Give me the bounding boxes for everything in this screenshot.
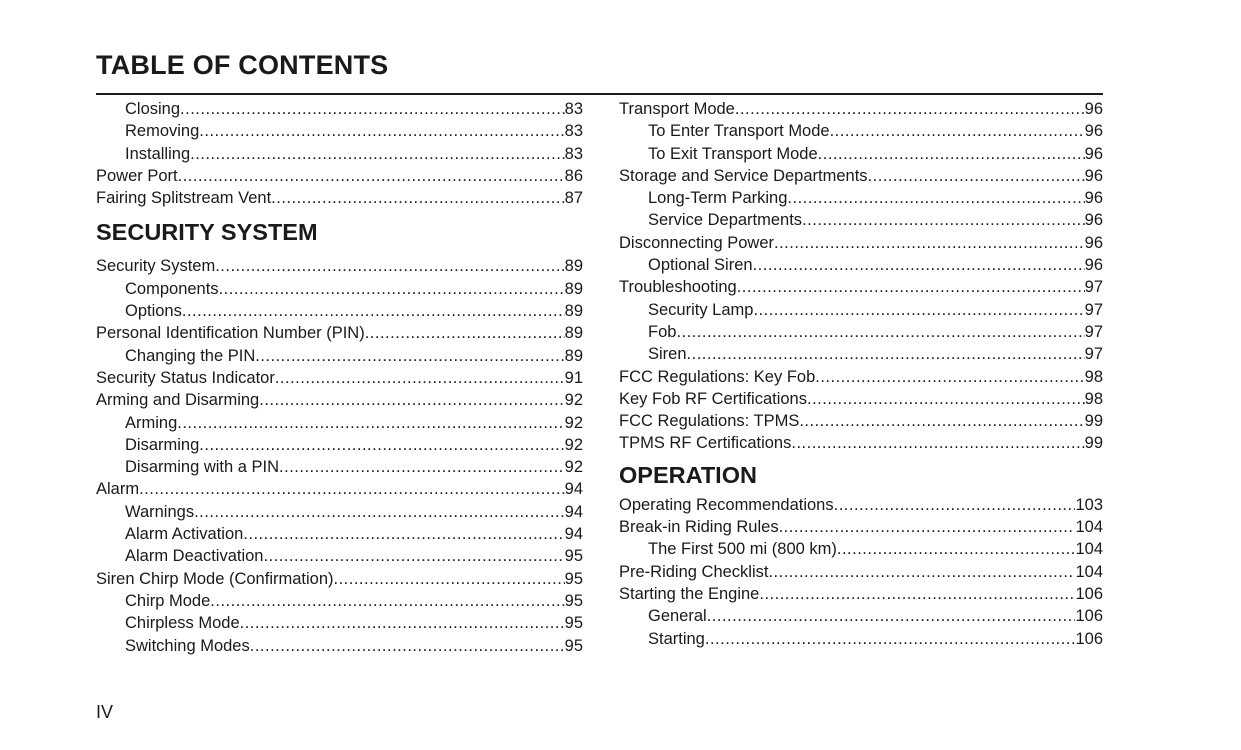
toc-entry-label: Changing the PIN (125, 346, 256, 365)
dot-leader (753, 299, 1084, 321)
toc-entry[interactable] (96, 389, 583, 411)
dot-leader (243, 523, 564, 545)
toc-entry[interactable] (96, 635, 583, 657)
toc-entry-page-number: 95 (564, 636, 583, 655)
toc-entry-label: FCC Regulations: TPMS (619, 412, 800, 431)
toc-entry-label: Switching Modes (125, 636, 250, 655)
section-heading-security-system: SECURITY SYSTEM (96, 219, 318, 246)
dot-leader (365, 322, 565, 344)
toc-entry[interactable] (96, 434, 583, 456)
toc-entry-page-number: 95 (564, 547, 583, 566)
toc-entry-page-number: 98 (1084, 367, 1103, 386)
toc-entry-label: Starting (648, 629, 705, 648)
dot-leader (705, 628, 1076, 650)
toc-entry-label: Chirpless Mode (125, 614, 240, 633)
dot-leader (271, 187, 564, 209)
toc-entry[interactable] (96, 501, 583, 523)
toc-entry[interactable] (96, 120, 583, 142)
dot-leader (753, 254, 1085, 276)
toc-entry[interactable] (619, 98, 1103, 120)
toc-entry[interactable] (96, 456, 583, 478)
toc-entry-page-number: 96 (1084, 122, 1103, 141)
dot-leader (139, 478, 565, 500)
dot-leader (190, 143, 565, 165)
toc-entry-label: Arming and Disarming (96, 391, 260, 410)
toc-entry[interactable] (619, 299, 1103, 321)
toc-entry-label: Installing (125, 144, 191, 163)
toc-entry-page-number: 104 (1075, 540, 1103, 559)
toc-entry-label: Operating Recommendations (619, 495, 834, 514)
toc-entry-page-number: 83 (564, 122, 583, 141)
toc-entry-page-number: 89 (564, 279, 583, 298)
toc-entry-label: Security System (96, 257, 216, 276)
dot-leader (868, 165, 1085, 187)
toc-entry-page-number: 89 (564, 324, 583, 343)
toc-entry-page-number: 96 (1084, 233, 1103, 252)
dot-leader (279, 456, 565, 478)
dot-leader (759, 583, 1075, 605)
dot-leader (250, 635, 565, 657)
toc-entry-page-number: 97 (1084, 322, 1103, 341)
toc-entry-page-number: 91 (564, 368, 583, 387)
toc-entry[interactable] (96, 322, 583, 344)
dot-leader (194, 501, 565, 523)
toc-entry[interactable] (96, 98, 583, 120)
dot-leader (177, 412, 564, 434)
toc-entry-label: Disconnecting Power (619, 233, 774, 252)
toc-entry-label: Alarm Activation (125, 525, 244, 544)
toc-entry-label: Alarm (96, 480, 140, 499)
toc-entry[interactable] (619, 516, 1103, 538)
toc-entry-page-number: 94 (564, 480, 583, 499)
dot-leader (210, 590, 564, 612)
toc-entry[interactable] (619, 187, 1103, 209)
toc-entry-label: Long-Term Parking (648, 189, 788, 208)
dot-leader (199, 120, 564, 142)
toc-entry[interactable] (619, 583, 1103, 605)
toc-entry-label: FCC Regulations: Key Fob (619, 367, 816, 386)
toc-entry-page-number: 97 (1084, 345, 1103, 364)
toc-entry-label: Transport Mode (619, 100, 735, 118)
toc-entry[interactable] (619, 276, 1103, 298)
toc-entry-label: Personal Identification Number (PIN) (96, 324, 365, 343)
dot-leader (818, 143, 1085, 165)
toc-entry-label: To Exit Transport Mode (648, 144, 818, 163)
toc-entry-page-number: 95 (564, 569, 583, 588)
toc-group (619, 98, 1103, 455)
toc-entry-label: Disarming (125, 435, 200, 454)
toc-group (96, 98, 583, 209)
toc-entry-page-number: 83 (564, 144, 583, 163)
toc-right-column (619, 98, 1103, 650)
toc-entry-page-number: 95 (564, 614, 583, 633)
toc-entry-page-number: 96 (1084, 189, 1103, 208)
toc-entry-page-number: 96 (1084, 100, 1103, 118)
dot-leader (834, 494, 1076, 516)
dot-leader (779, 516, 1076, 538)
dot-leader (259, 389, 564, 411)
toc-entry[interactable] (96, 568, 583, 590)
toc-entry-label: Power Port (96, 166, 178, 185)
toc-entry-label: Disarming with a PIN (125, 458, 280, 477)
dot-leader (791, 432, 1084, 454)
toc-entry-page-number: 99 (1084, 434, 1103, 453)
dot-leader (830, 120, 1085, 142)
toc-entry-page-number: 96 (1084, 144, 1103, 163)
toc-entry[interactable] (96, 187, 583, 209)
toc-entry[interactable] (96, 612, 583, 634)
toc-entry[interactable] (96, 165, 583, 187)
toc-entry-page-number: 89 (564, 346, 583, 365)
toc-entry-label: Chirp Mode (125, 591, 211, 610)
dot-leader (687, 343, 1085, 365)
toc-entry-label: Storage and Service Departments (619, 166, 868, 185)
toc-entry[interactable] (619, 321, 1103, 343)
toc-entry[interactable] (619, 209, 1103, 231)
dot-leader (180, 98, 565, 120)
title-divider (96, 93, 1103, 95)
toc-entry[interactable] (619, 232, 1103, 254)
page-number: IV (96, 702, 114, 722)
dot-leader (707, 605, 1076, 627)
toc-entry-label: TPMS RF Certifications (619, 434, 792, 453)
dot-leader (215, 255, 564, 277)
toc-entry-page-number: 106 (1075, 629, 1103, 648)
toc-entry-page-number: 86 (564, 166, 583, 185)
toc-entry-label: Siren (648, 345, 687, 364)
toc-entry-page-number: 99 (1084, 412, 1103, 431)
toc-entry[interactable] (619, 538, 1103, 560)
toc-entry-page-number: 103 (1075, 495, 1103, 514)
toc-entry-label: Options (125, 302, 182, 321)
dot-leader (275, 367, 565, 389)
toc-entry[interactable] (96, 590, 583, 612)
toc-entry[interactable] (96, 255, 583, 277)
toc-entry-page-number: 92 (564, 413, 583, 432)
toc-entry-page-number: 87 (564, 189, 583, 208)
toc-entry-label: General (648, 607, 707, 626)
toc-entry[interactable] (96, 523, 583, 545)
toc-entry-page-number: 92 (564, 391, 583, 410)
toc-entry-page-number: 106 (1075, 584, 1103, 603)
dot-leader (774, 232, 1085, 254)
toc-entry-label: The First 500 mi (800 km) (648, 540, 837, 559)
section-heading-operation: OPERATION (619, 461, 757, 488)
dot-leader (807, 388, 1085, 410)
toc-entry-page-number: 104 (1075, 562, 1103, 581)
toc-entry-page-number: 96 (1084, 256, 1103, 275)
toc-entry-label: Arming (125, 413, 178, 432)
dot-leader (768, 561, 1075, 583)
dot-leader (255, 345, 564, 367)
toc-entry[interactable] (96, 478, 583, 500)
toc-entry[interactable] (619, 165, 1103, 187)
toc-entry-page-number: 89 (564, 302, 583, 321)
dot-leader (802, 209, 1085, 231)
toc-entry-page-number: 94 (564, 525, 583, 544)
toc-left-column (96, 98, 583, 657)
toc-entry[interactable] (96, 412, 583, 434)
toc-entry[interactable] (619, 410, 1103, 432)
toc-entry-label: Removing (125, 122, 200, 141)
dot-leader (334, 568, 565, 590)
toc-entry[interactable] (619, 120, 1103, 142)
dot-leader (787, 187, 1084, 209)
toc-entry[interactable] (619, 343, 1103, 365)
dot-leader (799, 410, 1084, 432)
toc-entry-page-number: 98 (1084, 389, 1103, 408)
toc-entry-page-number: 92 (564, 435, 583, 454)
dot-leader (837, 538, 1076, 560)
toc-entry-page-number: 94 (564, 502, 583, 521)
toc-entry-page-number: 96 (1084, 211, 1103, 230)
toc-entry[interactable] (619, 254, 1103, 276)
toc-entry-label: Security Status Indicator (96, 368, 275, 387)
toc-entry-label: Optional Siren (648, 256, 753, 275)
toc-entry[interactable] (96, 143, 583, 165)
toc-entry[interactable] (619, 561, 1103, 583)
toc-entry-page-number: 104 (1075, 518, 1103, 537)
dot-leader (199, 434, 564, 456)
toc-entry[interactable] (619, 143, 1103, 165)
toc-entry[interactable] (96, 278, 583, 300)
dot-leader (240, 612, 565, 634)
toc-entry-label: Alarm Deactivation (125, 547, 264, 566)
toc-entry-label: Security Lamp (648, 300, 754, 319)
toc-group (96, 255, 583, 656)
toc-entry-page-number: 106 (1075, 607, 1103, 626)
toc-entry-label: Break-in Riding Rules (619, 518, 779, 537)
toc-entry[interactable] (619, 388, 1103, 410)
dot-leader (263, 545, 564, 567)
dot-leader (815, 366, 1084, 388)
toc-entry-page-number: 96 (1084, 166, 1103, 185)
dot-leader (219, 278, 565, 300)
toc-entry-page-number: 89 (564, 257, 583, 276)
toc-entry[interactable] (619, 605, 1103, 627)
dot-leader (735, 98, 1085, 120)
toc-entry-page-number: 92 (564, 458, 583, 477)
page-title: TABLE OF CONTENTS (96, 50, 389, 80)
toc-entry-page-number: 97 (1084, 278, 1103, 297)
toc-entry-label: Key Fob RF Certifications (619, 389, 807, 408)
toc-entry-label: Troubleshooting (619, 278, 737, 297)
toc-entry[interactable] (619, 494, 1103, 516)
toc-entry-label: Warnings (125, 502, 195, 521)
toc-entry[interactable] (619, 628, 1103, 650)
toc-entry[interactable] (619, 366, 1103, 388)
toc-group (619, 494, 1103, 650)
toc-entry-page-number: 83 (564, 100, 583, 118)
toc-entry[interactable] (96, 367, 583, 389)
dot-leader (676, 321, 1084, 343)
toc-entry-label: Service Departments (648, 211, 803, 230)
toc-entry-page-number: 97 (1084, 300, 1103, 319)
toc-entry-label: Pre-Riding Checklist (619, 562, 769, 581)
toc-entry-label: Siren Chirp Mode (Confirmation) (96, 569, 334, 588)
dot-leader (737, 276, 1085, 298)
toc-entry-page-number: 95 (564, 591, 583, 610)
toc-entry-label: Closing (125, 100, 181, 118)
toc-entry-label: To Enter Transport Mode (648, 122, 830, 141)
toc-entry[interactable] (619, 432, 1103, 454)
toc-entry[interactable] (96, 345, 583, 367)
toc-entry-label: Fairing Splitstream Vent (96, 189, 272, 208)
toc-entry-label: Components (125, 279, 219, 298)
toc-entry-label: Starting the Engine (619, 584, 760, 603)
toc-entry[interactable] (96, 545, 583, 567)
toc-entry[interactable] (96, 300, 583, 322)
dot-leader (182, 300, 565, 322)
dot-leader (178, 165, 565, 187)
toc-entry-label: Fob (648, 322, 677, 341)
